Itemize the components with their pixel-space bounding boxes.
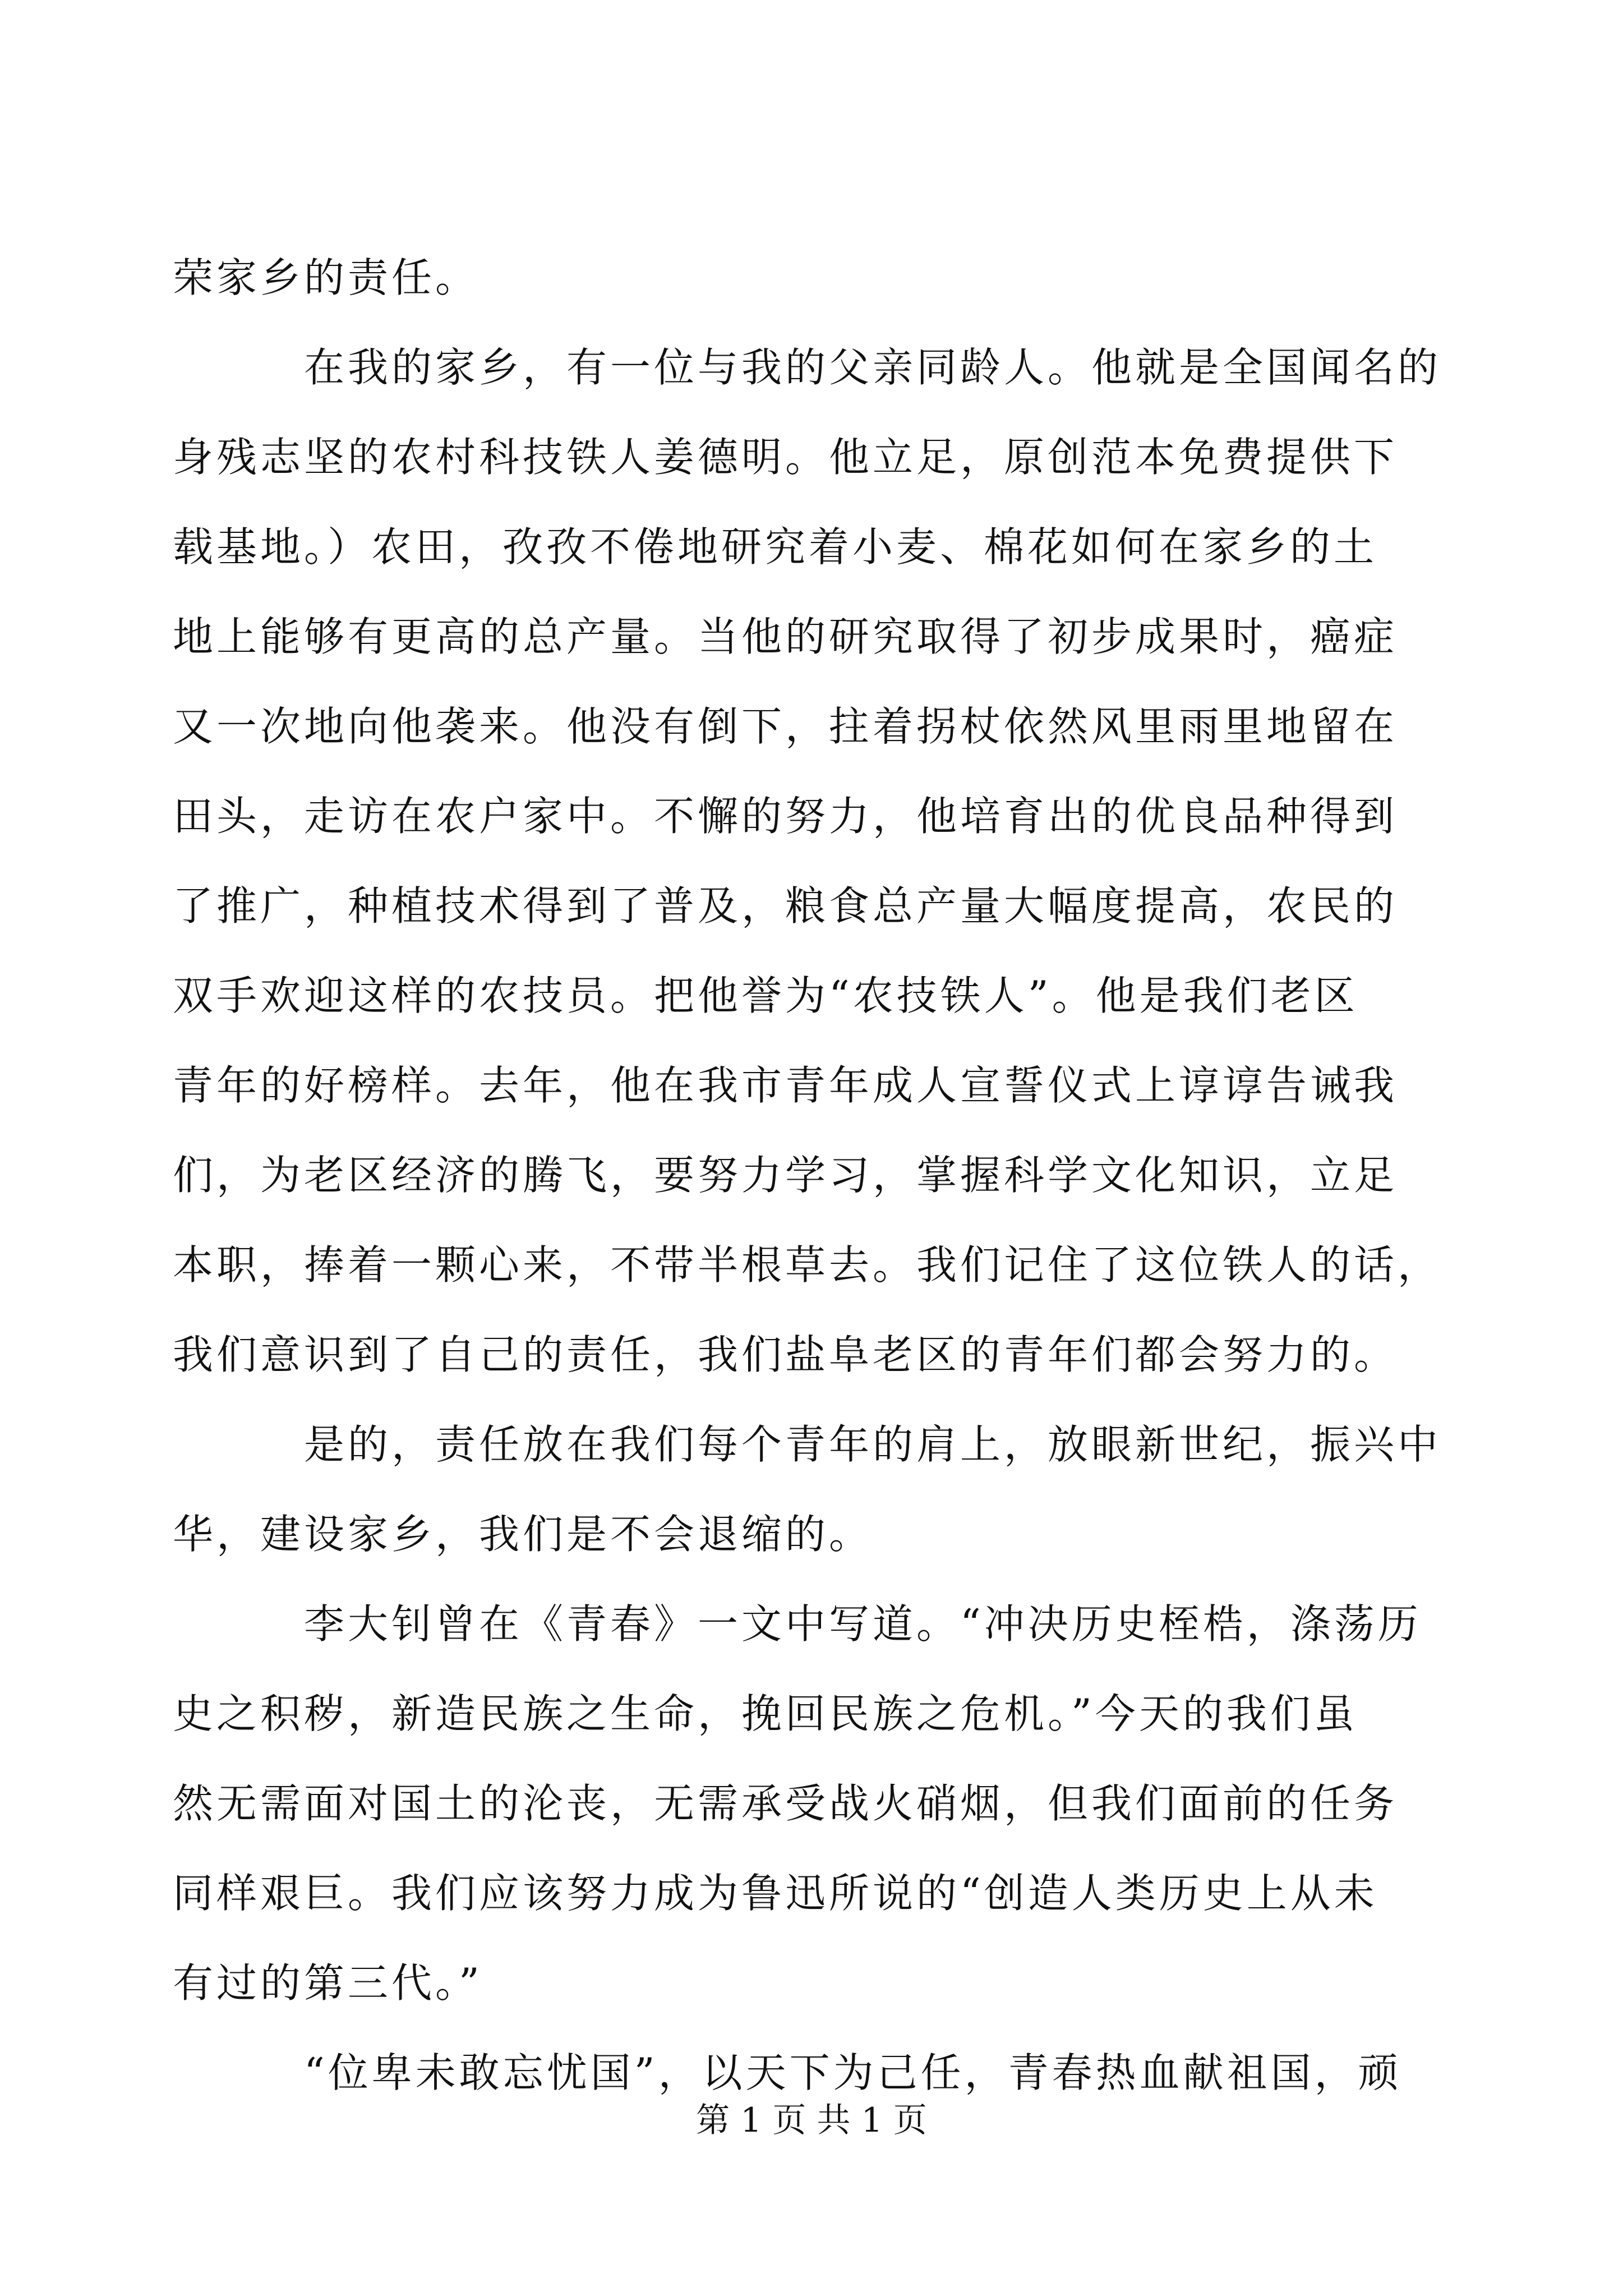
text-line: 有过的第三代。”	[173, 1959, 483, 2007]
text-line: 我们意识到了自己的责任，我们盐阜老区的青年们都会努力的。	[173, 1331, 1398, 1378]
text-line: 华，建设家乡，我们是不会退缩的。	[173, 1511, 873, 1558]
text-line: 们，为老区经济的腾飞，要努力学习，掌握科学文化知识，立足	[173, 1152, 1398, 1199]
text-line: 身残志坚的农村科技铁人姜德明。他立足，原创范本免费提供下	[173, 434, 1398, 481]
text-line: 双手欢迎这样的农技员。把他誉为“农技铁人”。他是我们老区	[173, 972, 1358, 1019]
text-line: 荣家乡的责任。	[173, 254, 479, 301]
text-line: 青年的好榜样。去年，他在我市青年成人宣誓仪式上谆谆告诫我	[173, 1062, 1398, 1109]
text-line: 同样艰巨。我们应该努力成为鲁迅所说的“创造人类历史上从未	[173, 1870, 1378, 1917]
text-line: 是的，责任放在我们每个青年的肩上，放眼新世纪，振兴中	[304, 1421, 1442, 1468]
page-footer: 第 1 页 共 1 页	[696, 2101, 927, 2140]
text-line: 地上能够有更高的总产量。当他的研究取得了初步成果时，癌症	[173, 613, 1398, 660]
text-line: 载基地。）农田，孜孜不倦地研究着小麦、棉花如何在家乡的土	[173, 523, 1378, 570]
text-line: 本职，捧着一颗心来，不带半根草去。我们记住了这位铁人的话，	[173, 1241, 1442, 1289]
text-line: “位卑未敢忘忧国”，以天下为己任，青春热血献祖国，顽	[304, 2049, 1402, 2096]
text-line: 李大钊曾在《青春》一文中写道。“冲决历史桎梏，涤荡历	[304, 1600, 1422, 1648]
text-line: 又一次地向他袭来。他没有倒下，拄着拐杖依然风里雨里地留在	[173, 703, 1398, 750]
text-line: 史之积秽，新造民族之生命，挽回民族之危机。”今天的我们虽	[173, 1690, 1358, 1737]
text-line: 然无需面对国土的沦丧，无需承受战火硝烟，但我们面前的任务	[173, 1780, 1398, 1827]
text-line: 在我的家乡，有一位与我的父亲同龄人。他就是全国闻名的	[304, 344, 1442, 391]
text-line: 了推广，种植技术得到了普及，粮食总产量大幅度提高，农民的	[173, 882, 1398, 930]
text-line: 田头，走访在农户家中。不懈的努力，他培育出的优良品种得到	[173, 793, 1398, 840]
